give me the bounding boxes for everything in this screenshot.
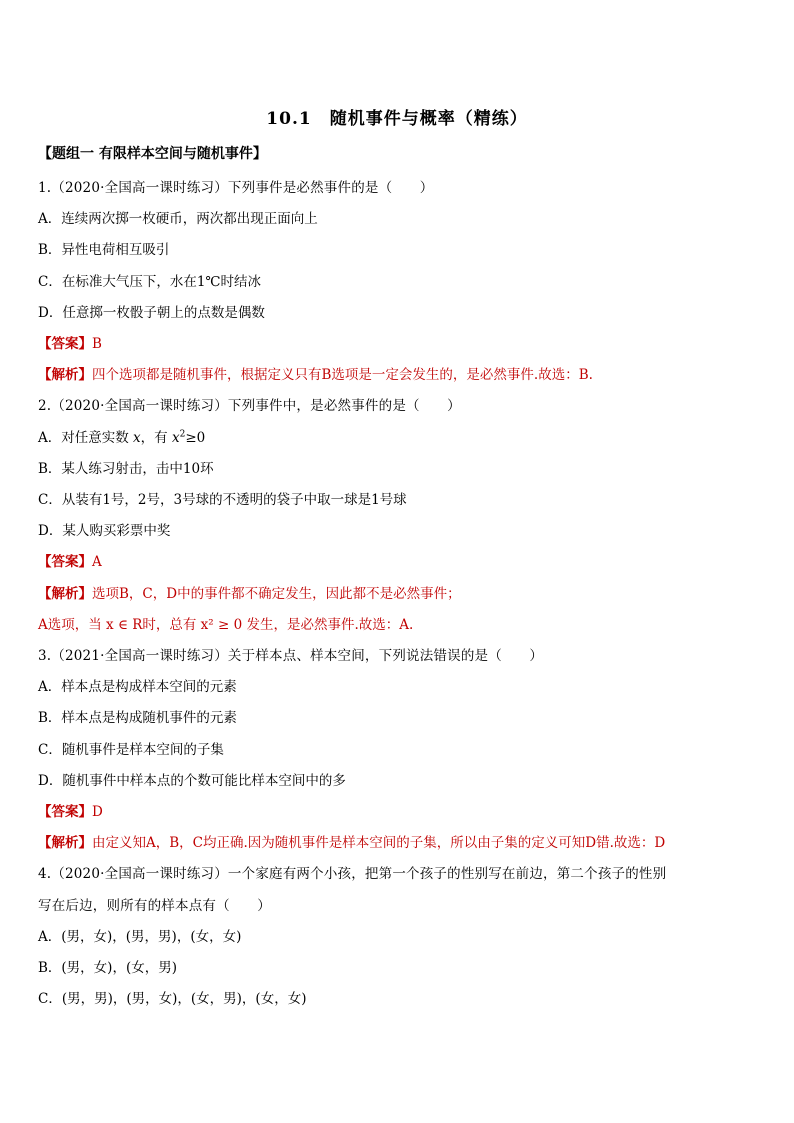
- question-3-option-b: B．样本点是构成随机事件的元素: [38, 710, 237, 726]
- question-4-stem-line-1: 4.（2020·全国高一课时练习）一个家庭有两个小孩，把第一个孩子的性别写在前边，第二个孩子的性别: [38, 866, 667, 882]
- question-3-option-a: A．样本点是构成样本空间的元素: [38, 679, 237, 695]
- question-3-option-d: D．随机事件中样本点的个数可能比样本空间中的多: [38, 773, 346, 789]
- question-3-option-c: C．随机事件是样本空间的子集: [38, 742, 224, 758]
- question-1-option-b: B．异性电荷相互吸引: [38, 242, 170, 258]
- question-2-answer: [38, 550, 102, 570]
- analysis-tag: 【解析】: [38, 835, 92, 851]
- question-3-answer: [38, 800, 103, 820]
- analysis-text: 选项B，C，D中的事件都不确定发生，因此都不是必然事件；: [92, 586, 461, 602]
- question-1-option-c: C．在标准大气压下，水在1℃时结冰: [38, 274, 262, 290]
- question-1-stem: 1.（2020·全国高一课时练习）下列事件是必然事件的是（ ）: [38, 180, 434, 196]
- var-x: x: [133, 430, 141, 446]
- analysis-text: 四个选项都是随机事件，根据定义只有B选项是一定会发生的，是必然事件.故选：B.: [92, 367, 593, 383]
- question-4-option-b: B．(男，女)，(女，男): [38, 960, 177, 976]
- question-2-analysis-line-2: A选项，当 x ∈ R时，总有 x² ≥ 0 发生，是必然事件.故选：A.: [38, 617, 414, 633]
- question-2-stem: 2.（2020·全国高一课时练习）下列事件中，是必然事件的是（ ）: [38, 398, 461, 414]
- answer-tag: 【答案】: [38, 554, 92, 570]
- option-a-text: A．对任意实数: [38, 430, 134, 446]
- question-2-analysis: [38, 582, 461, 602]
- option-a-mid: ，有: [140, 430, 172, 446]
- question-4-option-c: C．(男，男)，(男，女)，(女，男)，(女，女): [38, 991, 307, 1007]
- analysis-tag: 【解析】: [38, 367, 92, 383]
- question-4-stem-line-2: 写在后边，则所有的样本点有（ ）: [38, 898, 271, 914]
- question-3-stem: 3.（2021·全国高一课时练习）关于样本点、样本空间，下列说法错误的是（ ）: [38, 648, 544, 664]
- answer-value: A: [92, 554, 102, 570]
- exponent: 2: [179, 429, 186, 440]
- question-1-analysis: [38, 363, 593, 383]
- answer-tag: 【答案】: [38, 336, 92, 352]
- page-title: 10.1 随机事件与概率（精练）: [266, 109, 528, 129]
- option-a-post: ≥0: [185, 430, 206, 446]
- question-2-option-a: [38, 426, 205, 446]
- question-2-option-c: C．从装有1号，2号，3号球的不透明的袋子中取一球是1号球: [38, 492, 407, 508]
- question-1-option-d: D．任意掷一枚骰子朝上的点数是偶数: [38, 305, 265, 321]
- analysis-text: 由定义知A，B，C均正确.因为随机事件是样本空间的子集，所以由子集的定义可知D错.故选：D: [92, 835, 666, 851]
- question-2-option-b: B．某人练习射击，击中10环: [38, 461, 214, 477]
- question-3-analysis: [38, 831, 665, 851]
- answer-value: D: [92, 804, 103, 820]
- question-1-option-a: A．连续两次掷一枚硬币，两次都出现正面向上: [38, 211, 318, 227]
- question-1-answer: [38, 332, 102, 352]
- analysis-tag: 【解析】: [38, 586, 92, 602]
- section-heading: 【题组一 有限样本空间与随机事件】: [38, 146, 267, 162]
- answer-value: B: [92, 336, 102, 352]
- question-4-option-a: A．(男，女)，(男，男)，(女，女): [38, 929, 242, 945]
- question-2-option-d: D．某人购买彩票中奖: [38, 523, 171, 539]
- answer-tag: 【答案】: [38, 804, 92, 820]
- var-x: x: [171, 430, 180, 446]
